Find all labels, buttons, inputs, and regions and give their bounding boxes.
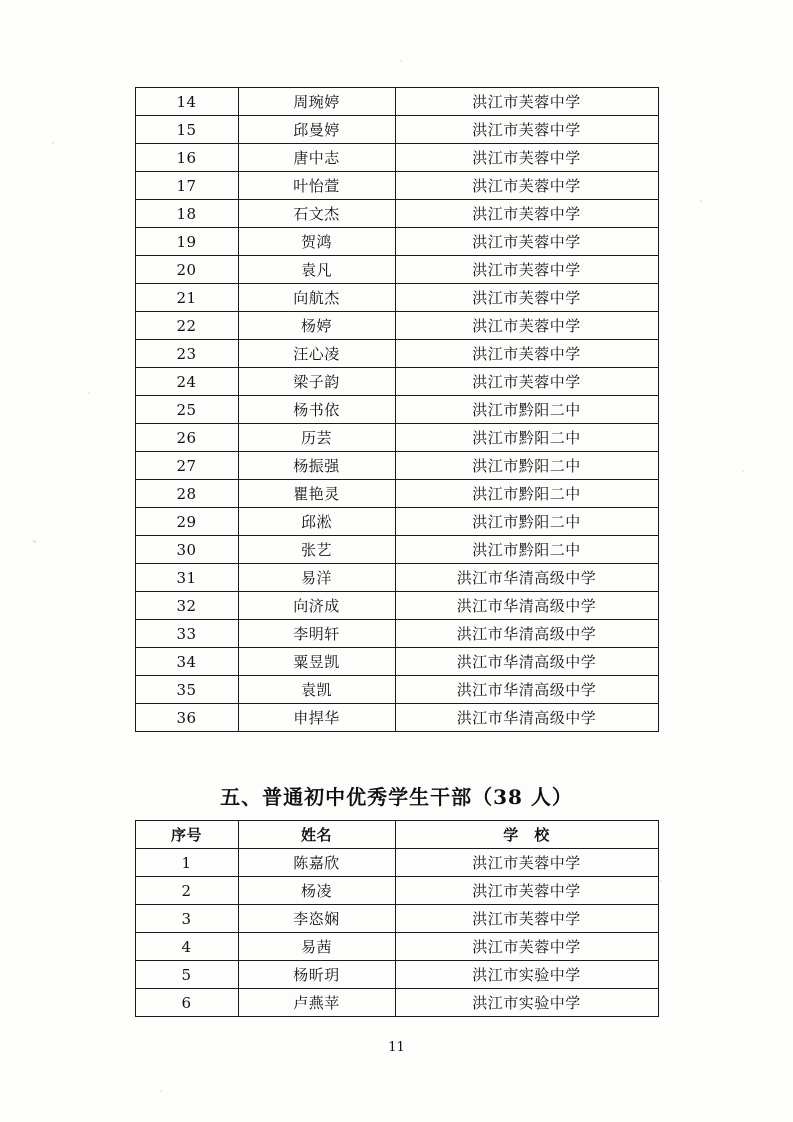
table-row <box>135 536 658 564</box>
row-school: 洪江市黔阳二中 <box>395 508 658 536</box>
row-school: 洪江市黔阳二中 <box>395 396 658 424</box>
table-row <box>135 172 658 200</box>
row-number: 34 <box>135 648 238 676</box>
row-school: 洪江市芙蓉中学 <box>395 877 658 905</box>
row-number: 29 <box>135 508 238 536</box>
row-number: 1 <box>135 849 238 877</box>
row-name: 向航杰 <box>238 284 395 312</box>
row-name: 卢燕苹 <box>238 989 395 1017</box>
table-row <box>135 676 658 704</box>
row-number: 21 <box>135 284 238 312</box>
row-name: 瞿艳灵 <box>238 480 395 508</box>
row-name: 石文杰 <box>238 200 395 228</box>
row-name: 唐中志 <box>238 144 395 172</box>
row-name: 向济成 <box>238 592 395 620</box>
page-number: 11 <box>388 1040 405 1055</box>
row-name: 张艺 <box>238 536 395 564</box>
row-name: 易洋 <box>238 564 395 592</box>
section-heading-text: 五、普通初中优秀学生干部（38 人） <box>220 785 573 809</box>
row-school: 洪江市芙蓉中学 <box>395 284 658 312</box>
award-table-continued <box>135 87 659 732</box>
row-name: 杨振强 <box>238 452 395 480</box>
row-school: 洪江市实验中学 <box>395 961 658 989</box>
row-name: 易茜 <box>238 933 395 961</box>
row-name: 杨书依 <box>238 396 395 424</box>
row-school: 洪江市芙蓉中学 <box>395 116 658 144</box>
row-number: 18 <box>135 200 238 228</box>
table-row <box>135 620 658 648</box>
row-school: 洪江市华清高级中学 <box>395 564 658 592</box>
row-school: 洪江市华清高级中学 <box>395 704 658 732</box>
row-school: 洪江市芙蓉中学 <box>395 933 658 961</box>
student-cadre-table-wrapper <box>0 820 793 1017</box>
row-name: 杨婷 <box>238 312 395 340</box>
table-row <box>135 452 658 480</box>
row-school: 洪江市芙蓉中学 <box>395 144 658 172</box>
table-row <box>135 368 658 396</box>
row-name: 袁凯 <box>238 676 395 704</box>
row-school: 洪江市黔阳二中 <box>395 480 658 508</box>
table-row <box>135 340 658 368</box>
row-number: 23 <box>135 340 238 368</box>
row-name: 杨昕玥 <box>238 961 395 989</box>
row-number: 17 <box>135 172 238 200</box>
row-number: 3 <box>135 905 238 933</box>
column-header-number: 序号 <box>135 821 238 849</box>
row-number: 6 <box>135 989 238 1017</box>
table-row <box>135 704 658 732</box>
row-name: 梁子韵 <box>238 368 395 396</box>
scan-speckle <box>400 60 402 62</box>
row-school: 洪江市黔阳二中 <box>395 452 658 480</box>
table-row <box>135 877 658 905</box>
row-school: 洪江市芙蓉中学 <box>395 88 658 116</box>
row-name: 贺鸿 <box>238 228 395 256</box>
row-number: 36 <box>135 704 238 732</box>
table-row <box>135 648 658 676</box>
table-row <box>135 144 658 172</box>
row-name: 陈嘉欣 <box>238 849 395 877</box>
row-number: 14 <box>135 88 238 116</box>
row-name: 叶怡萱 <box>238 172 395 200</box>
row-number: 20 <box>135 256 238 284</box>
table-row <box>135 312 658 340</box>
row-name: 邱曼婷 <box>238 116 395 144</box>
row-school: 洪江市芙蓉中学 <box>395 340 658 368</box>
row-number: 35 <box>135 676 238 704</box>
row-school: 洪江市华清高级中学 <box>395 648 658 676</box>
row-name: 历芸 <box>238 424 395 452</box>
row-number: 22 <box>135 312 238 340</box>
row-school: 洪江市华清高级中学 <box>395 676 658 704</box>
table-row <box>135 424 658 452</box>
row-school: 洪江市芙蓉中学 <box>395 312 658 340</box>
row-school: 洪江市实验中学 <box>395 989 658 1017</box>
row-number: 2 <box>135 877 238 905</box>
row-number: 25 <box>135 396 238 424</box>
table-row <box>135 933 658 961</box>
table-row <box>135 564 658 592</box>
table-row <box>135 508 658 536</box>
table-row <box>135 396 658 424</box>
column-header-school: 学 校 <box>395 821 658 849</box>
row-number: 30 <box>135 536 238 564</box>
row-name: 汪心凌 <box>238 340 395 368</box>
table-row <box>135 256 658 284</box>
row-school: 洪江市芙蓉中学 <box>395 228 658 256</box>
row-name: 邱淞 <box>238 508 395 536</box>
award-table-continued-wrapper <box>0 87 793 732</box>
row-number: 33 <box>135 620 238 648</box>
row-number: 32 <box>135 592 238 620</box>
table-header-row <box>135 821 658 849</box>
row-name: 杨凌 <box>238 877 395 905</box>
table-row <box>135 849 658 877</box>
row-number: 28 <box>135 480 238 508</box>
row-number: 4 <box>135 933 238 961</box>
table-row <box>135 228 658 256</box>
row-school: 洪江市芙蓉中学 <box>395 368 658 396</box>
row-school: 洪江市芙蓉中学 <box>395 172 658 200</box>
row-school: 洪江市华清高级中学 <box>395 620 658 648</box>
scan-speckle <box>160 1090 162 1092</box>
row-school: 洪江市芙蓉中学 <box>395 256 658 284</box>
table-row <box>135 116 658 144</box>
row-name: 李恣娴 <box>238 905 395 933</box>
row-number: 15 <box>135 116 238 144</box>
row-name: 粟昱凯 <box>238 648 395 676</box>
table-row <box>135 480 658 508</box>
table-row <box>135 200 658 228</box>
row-number: 19 <box>135 228 238 256</box>
section-heading <box>0 781 793 810</box>
row-school: 洪江市华清高级中学 <box>395 592 658 620</box>
row-school: 洪江市芙蓉中学 <box>395 849 658 877</box>
row-number: 27 <box>135 452 238 480</box>
row-school: 洪江市芙蓉中学 <box>395 200 658 228</box>
row-name: 李明轩 <box>238 620 395 648</box>
table-row <box>135 905 658 933</box>
table-row <box>135 88 658 116</box>
table-row <box>135 989 658 1017</box>
row-number: 24 <box>135 368 238 396</box>
table-row <box>135 592 658 620</box>
row-number: 16 <box>135 144 238 172</box>
row-number: 31 <box>135 564 238 592</box>
row-school: 洪江市黔阳二中 <box>395 424 658 452</box>
row-number: 5 <box>135 961 238 989</box>
row-name: 申捍华 <box>238 704 395 732</box>
row-number: 26 <box>135 424 238 452</box>
student-cadre-table <box>135 820 659 1017</box>
row-name: 周琬婷 <box>238 88 395 116</box>
column-header-name: 姓名 <box>238 821 395 849</box>
table-row <box>135 961 658 989</box>
row-school: 洪江市黔阳二中 <box>395 536 658 564</box>
row-name: 袁凡 <box>238 256 395 284</box>
table-row <box>135 284 658 312</box>
row-school: 洪江市芙蓉中学 <box>395 905 658 933</box>
